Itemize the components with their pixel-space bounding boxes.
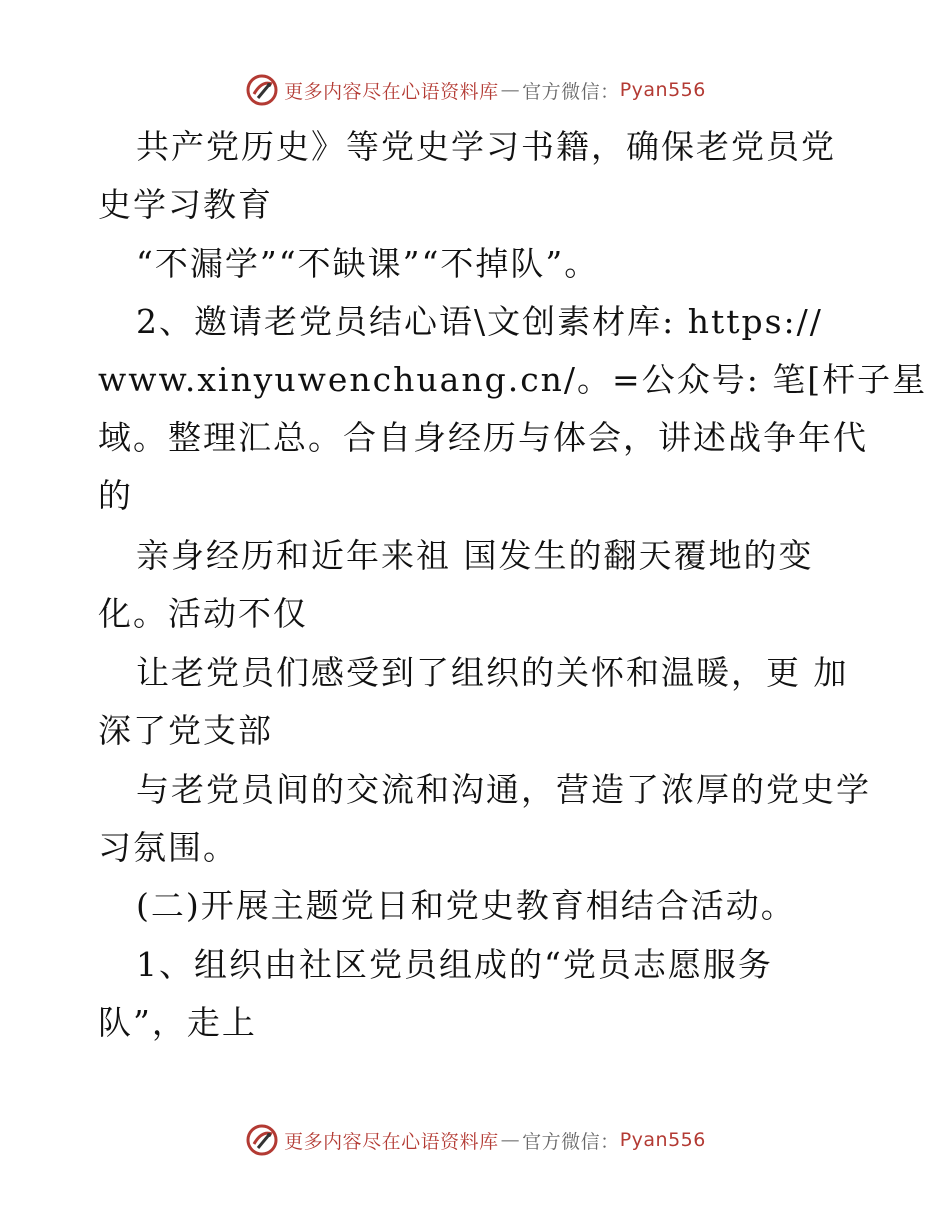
text-line: 域。整理汇总。合自身经历与体会，讲述战争年代 (98, 418, 868, 457)
watermark-text: 更多内容尽在心语资料库 (284, 1130, 499, 1153)
text-line: 的 (98, 476, 133, 515)
wechat-label: 官方微信： (522, 80, 620, 103)
wechat-label: 官方微信： (522, 1130, 620, 1153)
text-line: 2、邀请老党员结心语\文创素材库: https:// (136, 302, 823, 341)
text-line: “不漏学”“不缺课”“不掉队”。 (136, 244, 600, 283)
watermark-text: 更多内容尽在心语资料库 (284, 80, 499, 103)
text-line: (二)开展主题党日和党史教育相结合活动。 (136, 886, 796, 925)
text-line: 史学习教育 (98, 185, 273, 224)
text-line: 亲身经历和近年来祖 国发生的翻天覆地的变 (136, 536, 814, 575)
text-line: 化。活动不仅 (98, 594, 308, 633)
watermark-dash: — (500, 1129, 521, 1151)
wechat-handle: Pyan556 (619, 79, 706, 101)
text-line: 与老党员间的交流和沟通，营造了浓厚的党史学 (136, 770, 871, 809)
logo-icon (244, 1122, 280, 1158)
text-line: 1、组织由社区党员组成的“党员志愿服务 (136, 945, 773, 984)
text-line: 让老党员们感受到了组织的关怀和温暖，更 加 (136, 653, 849, 692)
footer-watermark (0, 1120, 950, 1160)
watermark-dash: — (500, 79, 521, 101)
text-line: 共产党历史》等党史学习书籍，确保老党员党 (136, 127, 836, 166)
text-line: 习氛围。 (98, 828, 238, 867)
text-line: 深了党支部 (98, 711, 273, 750)
text-line: www.xinyuwenchuang.cn/。=公众号: 笔[杆子星 (98, 360, 928, 399)
wechat-handle: Pyan556 (619, 1129, 706, 1151)
text-line: 队”，走上 (98, 1003, 257, 1042)
